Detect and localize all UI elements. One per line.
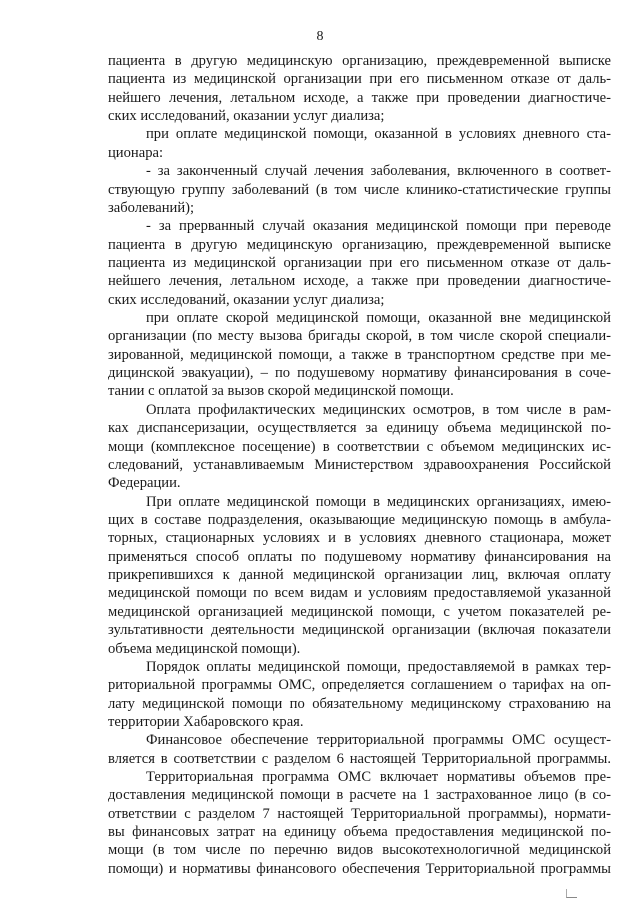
text-line: риториальной программы ОМС, определяется соглашением о тарифах на оп- [108,677,611,694]
text-line: заболеваний); [108,199,195,216]
text-line: щих в составе подразделения, оказывающие медицинскую помощь в амбула- [108,512,611,528]
text-line: территории Хабаровского края. [108,713,304,730]
text-line: прикрепившихся к данной медицинской организации лиц, включая оплату [108,567,611,584]
text-line: организации (по месту вызова бригады скорой, в том числе скорой специали- [108,328,611,345]
text-line: помощи) и нормативы финансового обеспечения Территориальной программы [108,860,611,877]
text-line: ках диспансеризации, осуществляется за единицу объема медицинской по- [108,420,611,437]
text-line: - за прерванный случай оказания медицинской помощи при переводе [146,218,611,235]
text-line: ционара: [108,144,164,161]
text-line: нейшего лечения, летальном исходе, а также при проведении диагностиче- [108,89,611,106]
text-line: следований, устанавливаемым Министерством здравоохранения Российской [108,456,611,473]
text-line: лату медицинской помощи по обязательному медицинскому страхованию на [108,695,611,712]
text-line: нейшего лечения, летальном исходе, а также при проведении диагностиче- [108,273,611,290]
text-line: торных, стационарных условиях и в условиях дневного стационара, может [108,530,611,547]
text-line: Порядок оплаты медицинской помощи, предоставляемой в рамках тер- [146,658,611,675]
text-line: тании с оплатой за вызов скорой медицинской помощи. [108,383,454,400]
text-line: При оплате медицинской помощи в медицинских организациях, имею- [146,493,611,510]
page-number: 8 [316,29,324,44]
text-line: Оплата профилактических медицинских осмотров, в том числе в рам- [146,401,611,418]
text-line: медицинской организацией медицинской помощи, с учетом показателей ре- [108,603,611,620]
text-line: пациента из медицинской организации при его письменном отказе от даль- [108,71,611,88]
text-line: при оплате медицинской помощи, оказанной в условиях дневного ста- [146,126,611,143]
text-line: дицинской эвакуации), – по подушевому нормативу финансирования в соче- [108,365,611,382]
text-line: ских исследований, оказании услуг диализа; [108,108,385,125]
text-line: Федерации. [108,475,181,492]
text-line: зультативности деятельности медицинской организации (включая показатели [108,622,611,639]
text-line: Финансовое обеспечение территориальной программы ОМС осущест- [146,732,611,749]
text-line: медицинской помощи по всем видам и условиям предоставляемой указанной [108,585,611,602]
text-line: объема медицинской помощи). [108,640,301,657]
scan-artifact-mark [566,889,577,898]
text-line: пациента в другую медицинскую организацию, преждевременной выписке [108,236,611,253]
text-line: - за законченный случай лечения заболевания, включенного в соответ- [146,163,611,180]
text-line: мощи (в том числе по перечню видов высокотехнологичной медицинской [108,842,611,859]
text-line: вы финансовых затрат на единицу объема предоставления медицинской по- [108,824,611,841]
text-line: вляется в соответствии с разделом 6 настоящей Территориальной программы. [108,750,611,767]
text-line: при оплате скорой медицинской помощи, оказанной вне медицинской [146,310,611,327]
text-line: мощи (комплексное посещение) в соответствии с объемом медицинских ис- [108,438,611,455]
text-line: доставления медицинской помощи в расчете на 1 застрахованное лицо (в со- [108,787,611,804]
text-line: пациента из медицинской организации при его письменном отказе от даль- [108,254,611,271]
text-line: ствующую группу заболеваний (в том числе клинико-статистические группы [108,181,611,198]
text-line: пациента в другую медицинскую организацию, преждевременной выписке [108,53,611,69]
text-line: ских исследований, оказании услуг диализа; [108,291,385,308]
text-line: ответствии с разделом 7 настоящей Территориальной программы), нормати- [108,805,611,822]
text-line: применяться способ оплаты по подушевому нормативу финансирования на [108,548,611,565]
text-line: зированной, медицинской помощи, а также в транспортном средстве при ме- [108,346,611,363]
text-line: Территориальная программа ОМС включает нормативы объемов пре- [146,769,611,786]
